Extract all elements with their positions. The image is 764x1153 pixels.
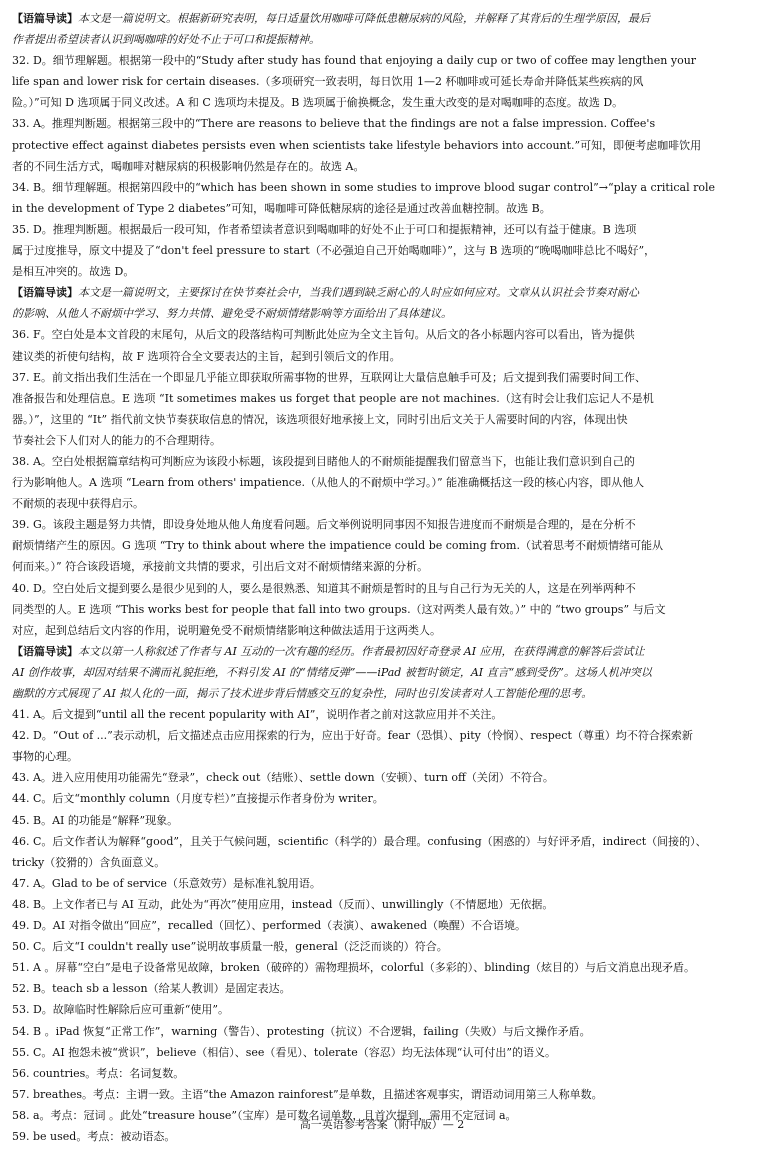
answer-line <box>12 472 752 493</box>
answer-line <box>12 704 752 725</box>
answer-line <box>12 29 752 50</box>
line-text: 险。）”可知 D 选项属于同义改述。A 和 C 选项均未提及。B 选项属于偷换概念，发生重大改变的是对喝咖啡的态度。故选 D。 <box>12 96 624 110</box>
line-text: 58. a。考点：冠词 。此处“treasure house”（宝库）是可数名词单数，且首次提到，需用不定冠词 a。 <box>12 1108 517 1122</box>
line-text: 39. G。该段主题是努力共情，即设身处地从他人角度看问题。后文举例说明同事因不知报告进度而不耐烦是合理的，是在分析不 <box>12 518 636 532</box>
line-text: 对应，起到总结后文内容的作用，说明避免受不耐烦情绪影响这种做法适用于这两类人。 <box>12 623 441 637</box>
answer-line <box>12 156 752 177</box>
line-text: 51. A 。屏幕“空白”是电子设备常见故障，broken（破碎的）需物理损坏，colorful（多彩的）、blinding（炫目的）与后文消息出现矛盾。 <box>12 961 696 975</box>
answer-line <box>12 113 752 134</box>
line-text: 42. D。“Out of ...”表示动机，后文描述点击应用探索的行为，应出于好奇。fear（恐惧）、pity（怜悯）、respect（尊重）均不符合探索新 <box>12 729 693 743</box>
line-text: 59. be used。考点：被动语态。 <box>12 1129 176 1143</box>
line-text: 54. B 。iPad 恢复“正常工作”，warning（警告）、protesting（抗议）不合逻辑，failing（失败）与后文操作矛盾。 <box>12 1024 591 1038</box>
line-text: 节奏社会下人们对人的能力的不合理期待。 <box>12 433 221 447</box>
line-text: 本文是一篇说明文。根据新研究表明，每日适量饮用咖啡可降低患糖尿病的风险，并解释了其背后的生理学原因，最后 <box>78 12 650 25</box>
answer-line <box>12 999 752 1020</box>
answer-line <box>12 219 752 240</box>
line-text: 本文以第一人称叙述了作者与 AI 互动的一次有趣的经历。作者最初因好奇登录 AI 应用，在获得满意的解答后尝试让 <box>78 644 645 658</box>
line-text: 44. C。后文“monthly column（月度专栏）”直接提示作者身份为 writer。 <box>12 792 384 806</box>
answer-line <box>12 1021 752 1042</box>
answer-line <box>12 50 752 71</box>
line-text: 40. D。空白处后文提到要么是很少见到的人，要么是很熟悉、知道其不耐烦是暂时的且与自己行为无关的人，这是在列举两种不 <box>12 581 636 595</box>
answer-line <box>12 535 752 556</box>
answer-line <box>12 746 752 767</box>
line-text: 37. E。前文指出我们生活在一个即显几乎能立即获取所需事物的世界，互联网让大量信息触手可及；后文提到我们需要时间工作、 <box>12 370 647 384</box>
answer-line <box>12 683 752 704</box>
answer-line <box>12 1084 752 1105</box>
answer-line <box>12 620 752 641</box>
answer-line <box>12 915 752 936</box>
answer-line <box>12 873 752 894</box>
reading-guide-tag: 【语篇导读】 <box>12 644 78 658</box>
reading-guide-tag: 【语篇导读】 <box>12 286 78 300</box>
line-text: tricky（狡猾的）含负面意义。 <box>12 855 166 869</box>
line-text: 33. A。推理判断题。根据第三段中的“There are reasons to believe that the findings are not a false impression. Coffee's <box>12 117 656 131</box>
line-text: 幽默的方式展现了 AI 拟人化的一面，揭示了技术进步背后情感交互的复杂性，同时也引发读者对人工智能伦理的思考。 <box>12 687 593 700</box>
answer-line <box>12 92 752 113</box>
answer-line <box>12 367 752 388</box>
reading-guide-line <box>12 641 752 662</box>
answer-line <box>12 788 752 809</box>
line-text: 何而来。）” 符合该段语境，承接前文共情的要求，引出后文对不耐烦情绪来源的分析。 <box>12 560 429 574</box>
line-text: 50. C。后文“I couldn't really use”说明故事质量一般，general（泛泛而谈的）符合。 <box>12 940 448 954</box>
answer-line <box>12 240 752 261</box>
line-text: 的影响、从他人不耐烦中学习、努力共情、避免受不耐烦情绪影响等方面给出了具体建议。 <box>12 307 452 321</box>
answer-line <box>12 978 752 999</box>
answer-line <box>12 725 752 746</box>
line-text: protective effect against diabetes persists even when scientists take lifestyle behaviors into account.”可知，即便考虑咖啡饮用 <box>12 138 702 152</box>
line-text: 38. A。空白处根据篇章结构可判断应为该段小标题，该段提到目睹他人的不耐烦能提醒我们留意当下，也能让我们意识到自己的 <box>12 454 635 468</box>
answer-text-body <box>12 8 752 1147</box>
answer-line <box>12 261 752 282</box>
answer-line <box>12 71 752 92</box>
line-text: in the development of Type 2 diabetes”可知，喝咖啡可降低糖尿病的途径是通过改善血糖控制。故选 B。 <box>12 201 551 215</box>
line-text: 不耐烦的表现中获得启示。 <box>12 497 144 511</box>
line-text: 34. B。细节理解题。根据第四段中的“which has been shown in some studies to improve blood sugar control”→“play a critical role <box>12 180 716 194</box>
line-text: life span and lower risk for certain diseases.（多项研究一致表明，每日饮用 1—2 杯咖啡或可延长寿命并降低某些疾病的风 <box>12 75 644 89</box>
line-text: 55. C。AI 抱怨未被“赏识”，believe（相信）、see（看见）、tolerate（容忍）均无法体现“认可付出”的语义。 <box>12 1045 556 1059</box>
line-text: 35. D。推理判断题。根据最后一段可知，作者希望读者意识到喝咖啡的好处不止于可口和提振精神，还可以有益于健康。B 选项 <box>12 222 637 236</box>
answer-line <box>12 324 752 345</box>
line-text: AI 创作故事，却因对结果不满而礼貌拒绝，不料引发 AI 的“情绪反弹”——iPad 被暂时锁定，AI 直言“感到受伤”。这场人机冲突以 <box>12 665 652 679</box>
answer-line <box>12 514 752 535</box>
reading-guide-tag: 【语篇导读】 <box>12 12 78 25</box>
answer-line <box>12 662 752 683</box>
answer-line <box>12 1063 752 1084</box>
line-text: 本文是一篇说明文，主要探讨在快节奏社会中，当我们遇到缺乏耐心的人时应如何应对。文章从认识社会节奏对耐心 <box>78 286 639 300</box>
reading-guide-line <box>12 8 752 29</box>
answer-line <box>12 388 752 409</box>
line-text: 48. B。上文作者已与 AI 互动，此处为“再次”使用应用，instead（反而）、unwillingly（不情愿地）无依据。 <box>12 897 554 911</box>
line-text: 耐烦情绪产生的原因。G 选项 “Try to think about where the impatience could be coming from.（试着思考不耐烦情绪可能从 <box>12 539 663 553</box>
line-text: 属于过度推导，原文中提及了“don't feel pressure to start（不必强迫自己开始喝咖啡）”，这与 B 选项的“晚喝咖啡总比不喝好”， <box>12 244 656 258</box>
answer-line <box>12 578 752 599</box>
answer-line <box>12 556 752 577</box>
line-text: 器。）”，这里的 “It” 指代前文快节奏获取信息的情况，该选项很好地承接上文，同时引出后文关于人需要时间的内容，体现出快 <box>12 412 628 426</box>
answer-line <box>12 303 752 324</box>
line-text: 36. F。空白处是本文首段的末尾句，从后文的段落结构可判断此处应为全文主旨句。从后文的各小标题内容可以看出，皆为提供 <box>12 328 635 342</box>
answer-line <box>12 1042 752 1063</box>
line-text: 53. D。故障临时性解除后应可重新“使用”。 <box>12 1003 230 1017</box>
answer-line <box>12 430 752 451</box>
answer-line <box>12 346 752 367</box>
line-text: 46. C。后文作者认为解释“good”，且关于气候问题，scientific（科学的）最合理。confusing（困惑的）与好评矛盾，indirect（间接的）、 <box>12 834 707 848</box>
answer-line <box>12 767 752 788</box>
line-text: 47. A。Glad to be of service（乐意效劳）是标准礼貌用语。 <box>12 876 321 890</box>
page-footer: 高一英语参考答案（附中版）— 2 <box>299 1118 465 1131</box>
answer-line <box>12 831 752 852</box>
line-text: 56. countries。考点：名词复数。 <box>12 1066 185 1080</box>
line-text: 52. B。teach sb a lesson（给某人教训）是固定表达。 <box>12 982 291 996</box>
answer-line <box>12 177 752 198</box>
line-text: 41. A。后文提到“until all the recent popularity with AI”，说明作者之前对这款应用并不关注。 <box>12 708 503 722</box>
line-text: 57. breathes。考点：主谓一致。主语“the Amazon rainforest”是单数，且描述客观事实，谓语动词用第三人称单数。 <box>12 1087 603 1101</box>
line-text: 32. D。细节理解题。根据第一段中的“Study after study has found that enjoying a daily cup or two of coffee may lengthen your <box>12 54 697 68</box>
line-text: 同类型的人。E 选项 “This works best for people that fall into two groups.（这对两类人最有效。）” 中的 “two groups” 与后文 <box>12 602 666 616</box>
line-text: 45. B。AI 的功能是“解释”现象。 <box>12 813 179 827</box>
answer-line <box>12 810 752 831</box>
answer-line <box>12 409 752 430</box>
line-text: 43. A。进入应用使用功能需先“登录”，check out（结账）、settle down（安顿）、turn off（关闭）不符合。 <box>12 771 554 785</box>
reading-guide-line <box>12 282 752 303</box>
line-text: 49. D。AI 对指令做出“回应”，recalled（回忆）、performed（表演）、awakened（唤醒）不合语境。 <box>12 919 527 933</box>
line-text: 是相互冲突的。故选 D。 <box>12 265 135 279</box>
line-text: 事物的心理。 <box>12 750 78 764</box>
answer-line <box>12 957 752 978</box>
line-text: 作者提出希望读者认识到喝咖啡的好处不止于可口和提振精神。 <box>12 33 320 47</box>
line-text: 者的不同生活方式，喝咖啡对糖尿病的积极影响仍然是存在的。故选 A。 <box>12 159 365 173</box>
line-text: 建议类的祈使句结构，故 F 选项符合全文要表达的主旨，起到引领后文的作用。 <box>12 349 401 363</box>
line-text: 准备报告和处理信息。E 选项 “It sometimes makes us forget that people are not machines.（这有时会让我们忘记人不是机 <box>12 391 654 405</box>
answer-line <box>12 852 752 873</box>
answer-line <box>12 894 752 915</box>
answer-line <box>12 451 752 472</box>
answer-line <box>12 198 752 219</box>
answer-line <box>12 493 752 514</box>
answer-line <box>12 599 752 620</box>
answer-line <box>12 936 752 957</box>
answer-line <box>12 135 752 156</box>
line-text: 行为影响他人。A 选项 “Learn from others' impatience.（从他人的不耐烦中学习。）” 能准确概括这一段的核心内容，即从他人 <box>12 476 645 490</box>
